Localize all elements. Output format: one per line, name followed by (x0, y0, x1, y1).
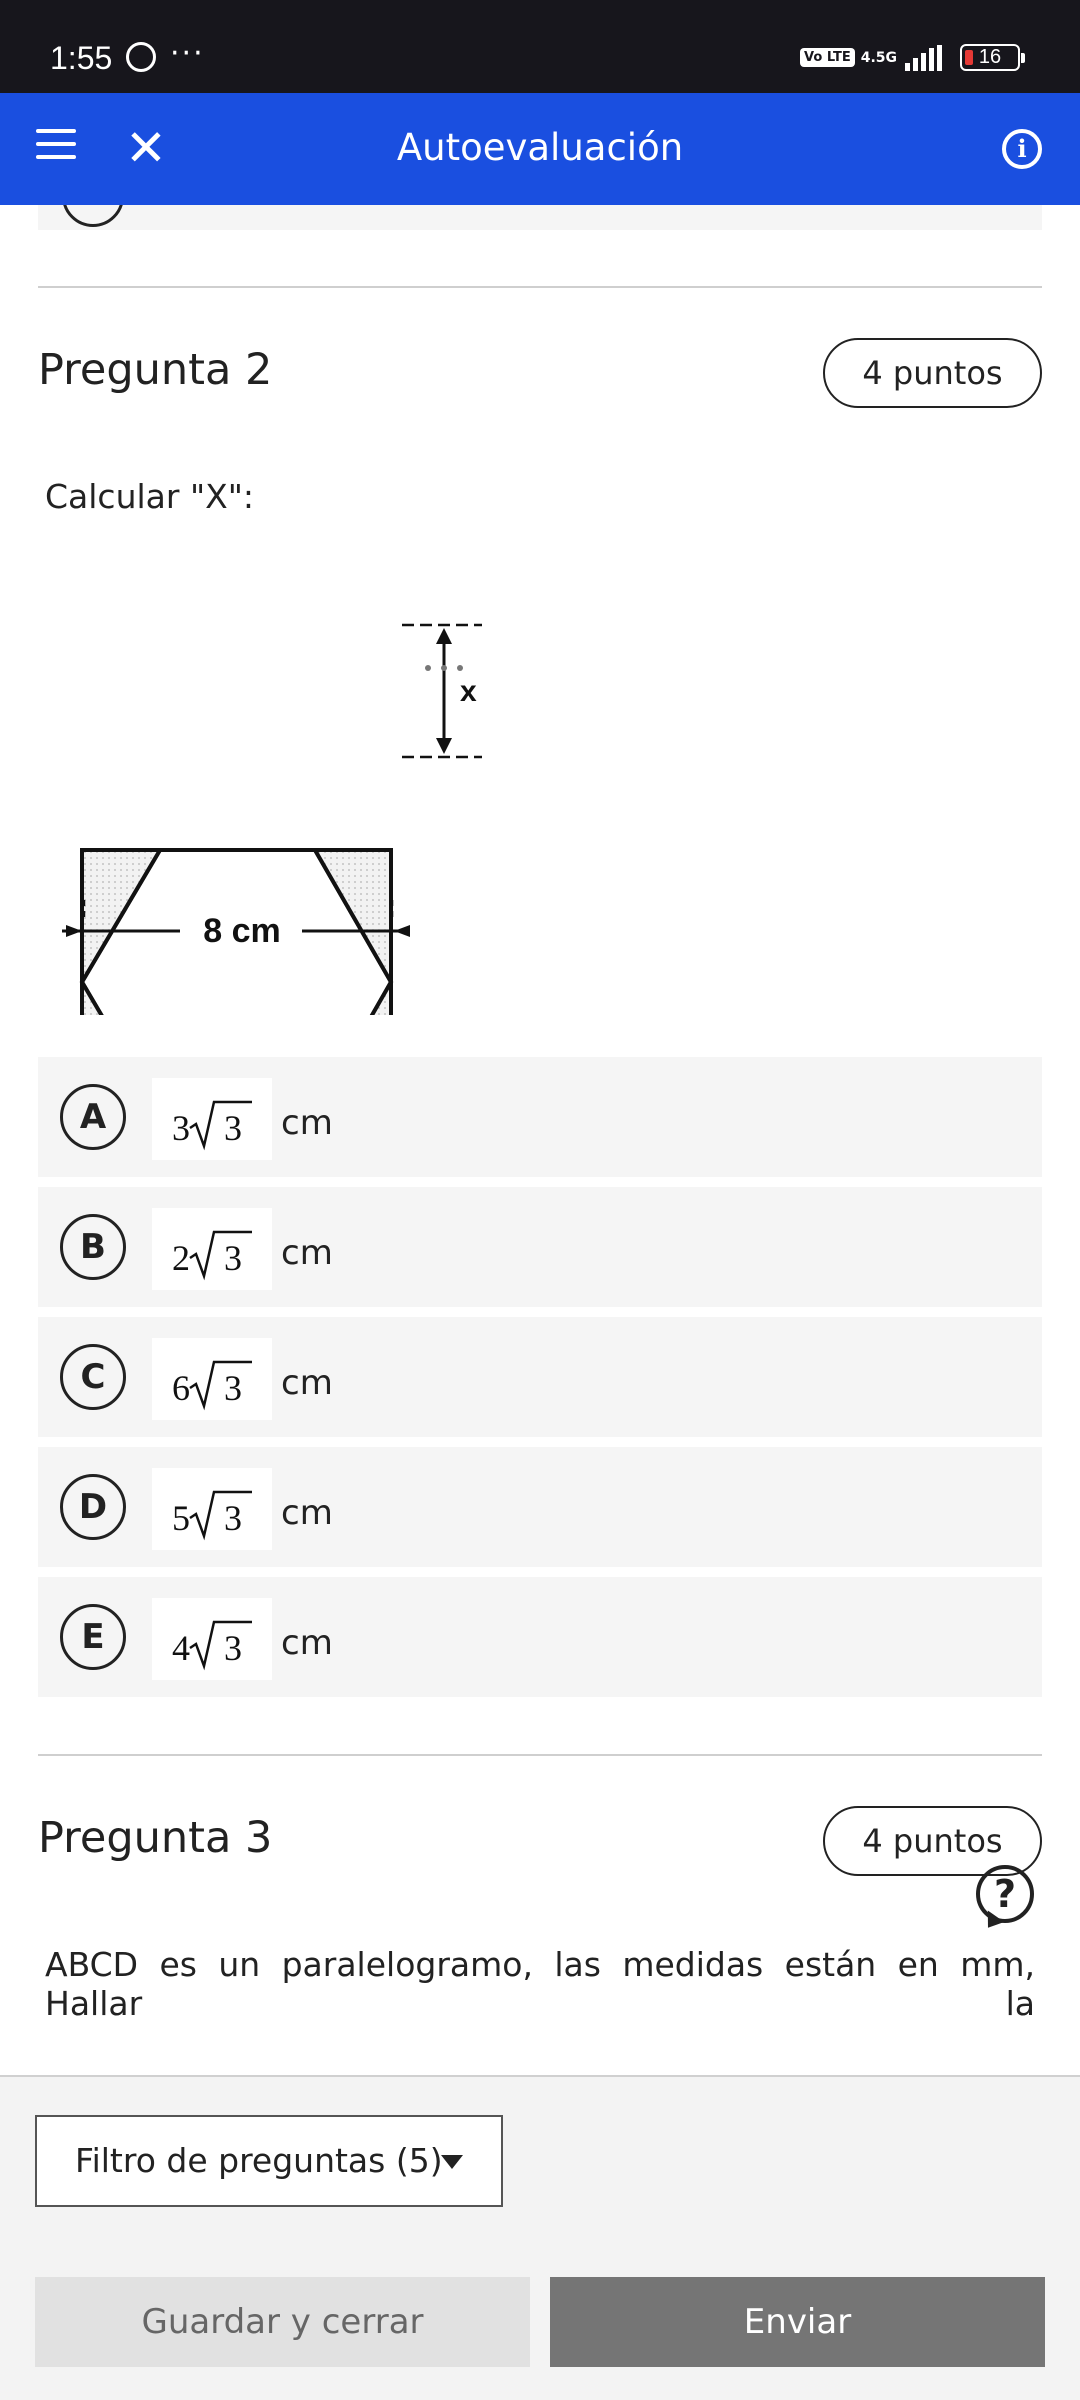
option-math-image (152, 1078, 272, 1160)
option-math-image (152, 1338, 272, 1420)
option-math-image (152, 1598, 272, 1680)
whatsapp-icon (126, 42, 156, 72)
option-unit: cm (281, 1233, 333, 1273)
question-title: Pregunta 2 (38, 345, 273, 395)
option-unit: cm (281, 1493, 333, 1533)
option-unit: cm (281, 1363, 333, 1403)
points-badge: 4 puntos (823, 1806, 1042, 1876)
radicand: 3 (224, 1108, 242, 1148)
app-bar (0, 93, 1080, 205)
option-math-image (152, 1208, 272, 1290)
more-notifications-icon: ··· (170, 36, 205, 71)
option-letter: A (60, 1084, 126, 1150)
answer-option[interactable] (38, 1577, 1042, 1697)
coefficient: 5 (172, 1498, 190, 1538)
network-type: 4.5G (860, 49, 897, 66)
radicand: 3 (224, 1498, 242, 1538)
radical-sign (190, 1102, 252, 1146)
question-filter-dropdown[interactable] (35, 2115, 503, 2207)
question-title: Pregunta 3 (38, 1813, 273, 1863)
questions-scroll-area[interactable] (0, 205, 1080, 2075)
answer-option[interactable] (38, 1317, 1042, 1437)
radicand: 3 (224, 1628, 242, 1668)
info-icon[interactable]: i (1002, 129, 1042, 169)
divider (38, 1754, 1042, 1756)
radical-sign (190, 1362, 252, 1406)
page-title: Autoevaluación (396, 126, 684, 169)
answer-option[interactable] (38, 1447, 1042, 1567)
option-letter: D (60, 1474, 126, 1540)
option-unit: cm (281, 1623, 333, 1663)
radicand: 3 (224, 1238, 242, 1278)
answer-option[interactable] (38, 1057, 1042, 1177)
radical-sign (190, 1232, 252, 1276)
coefficient: 4 (172, 1628, 190, 1668)
points-badge: 4 puntos (823, 338, 1042, 408)
status-bar (0, 0, 1080, 93)
hexagon-figure (52, 615, 512, 1015)
answer-option[interactable] (38, 1187, 1042, 1307)
caret-down-icon (441, 2155, 463, 2169)
dimension-label: 8 cm (203, 912, 281, 950)
divider (38, 286, 1042, 288)
footer-bar (0, 2075, 1080, 2400)
status-time: 1:55 (50, 40, 113, 76)
coefficient: 6 (172, 1368, 190, 1408)
question-text: Calcular "X": (45, 477, 255, 516)
option-unit: cm (281, 1103, 333, 1143)
option-letter: C (60, 1344, 126, 1410)
signal-icon (905, 45, 942, 71)
previous-option-partial[interactable] (38, 205, 1042, 230)
help-icon[interactable]: ? (976, 1865, 1034, 1923)
radical-sign (190, 1622, 252, 1666)
coefficient: 2 (172, 1238, 190, 1278)
option-letter: B (60, 1214, 126, 1280)
status-icons (800, 44, 1020, 71)
radical-sign (190, 1492, 252, 1536)
filter-label: Filtro de preguntas (5) (75, 2141, 443, 2180)
unknown-x-label: x (460, 675, 477, 708)
battery-icon: 16 (960, 44, 1020, 71)
save-and-close-button[interactable]: Guardar y cerrar (35, 2277, 530, 2367)
close-icon[interactable]: ✕ (125, 119, 167, 177)
volte-icon: Vo LTE (800, 48, 855, 67)
coefficient: 3 (172, 1108, 190, 1148)
send-button[interactable]: Enviar (550, 2277, 1045, 2367)
radicand: 3 (224, 1368, 242, 1408)
question-text: ABCD es un paralelogramo, las medidas están en mm, Hallar la (45, 1945, 1035, 2023)
option-letter: E (60, 1604, 126, 1670)
option-math-image (152, 1468, 272, 1550)
